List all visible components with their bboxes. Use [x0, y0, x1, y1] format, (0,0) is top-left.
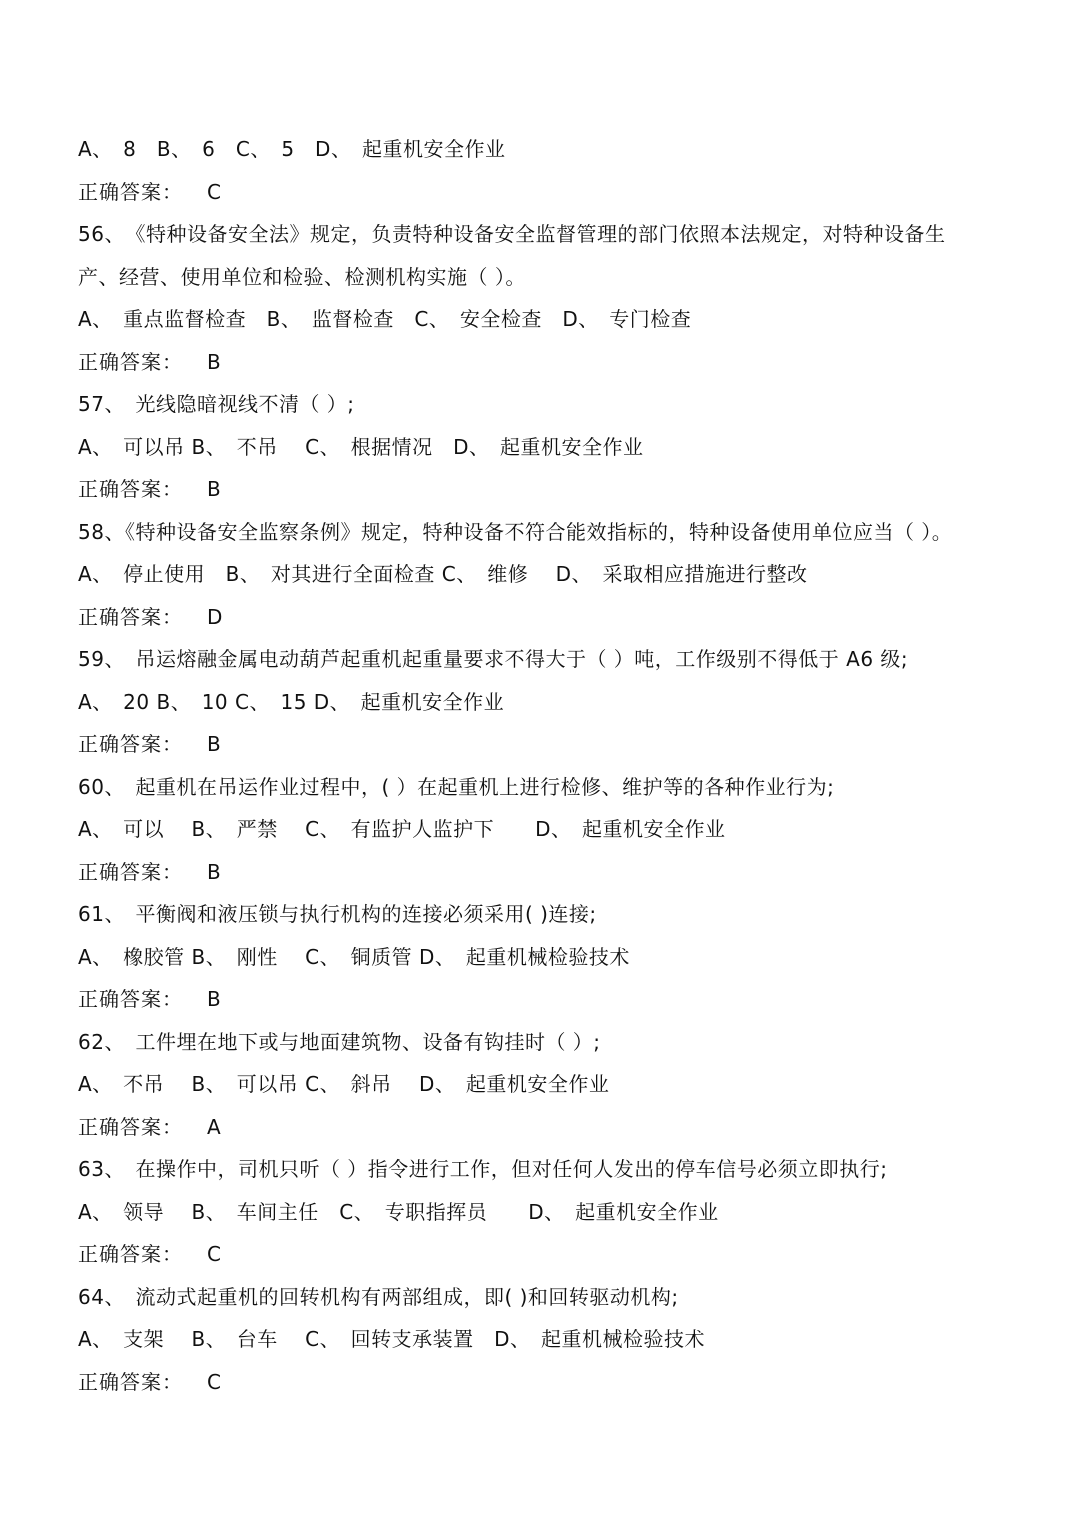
- options-text: A、 可以 B、 严禁 C、 有监护人监护下 D、 起重机安全作业: [78, 817, 726, 841]
- question-text: 57、 光线隐暗视线不清（ ）;: [78, 392, 355, 416]
- question-text: 59、 吊运熔融金属电动葫芦起重机起重量要求不得大于（ ）吨，工作级别不得低于 A6 级;: [78, 647, 909, 671]
- question-line: [0, 893, 1080, 936]
- options-line: [0, 808, 1080, 851]
- answer-label: 正确答案：: [78, 1369, 183, 1394]
- options-text: A、 支架 B、 台车 C、 回转支承装置 D、 起重机械检验技术: [78, 1327, 705, 1351]
- options-line: [0, 1191, 1080, 1234]
- answer-line: [0, 723, 1080, 766]
- answer-line: [0, 1106, 1080, 1149]
- options-line: [0, 1318, 1080, 1361]
- answer-label: 正确答案：: [78, 349, 183, 374]
- question-text: 产、经营、使用单位和检验、检测机构实施（ ）。: [78, 264, 526, 289]
- question-line: [0, 1148, 1080, 1191]
- options-text: A、 重点监督检查 B、 监督检查 C、 安全检查 D、 专门检查: [78, 307, 692, 331]
- question-text: 64、 流动式起重机的回转机构有两部组成，即( )和回转驱动机构;: [78, 1284, 679, 1309]
- question-text: 58、《特种设备安全监察条例》规定，特种设备不符合能效指标的，特种设备使用单位应当（ ）。: [78, 519, 953, 544]
- question-text: 56、 《特种设备安全法》规定，负责特种设备安全监督管理的部门依照本法规定，对特种设备生: [78, 222, 946, 246]
- answer-value: C: [207, 1369, 222, 1394]
- options-text: A、 8 B、 6 C、 5 D、 起重机安全作业: [78, 137, 506, 161]
- answer-value: B: [207, 732, 222, 756]
- question-line: [0, 213, 1080, 256]
- answer-label: 正确答案：: [78, 1242, 183, 1266]
- document-page: [0, 128, 1080, 1403]
- answer-line: [0, 1361, 1080, 1404]
- answer-line: [0, 978, 1080, 1021]
- question-line: [0, 1021, 1080, 1064]
- options-line: [0, 681, 1080, 724]
- answer-line: [0, 468, 1080, 511]
- options-line: [0, 426, 1080, 469]
- question-line: [0, 511, 1080, 554]
- question-text: 63、 在操作中，司机只听（ ）指令进行工作，但对任何人发出的停车信号必须立即执行;: [78, 1157, 888, 1181]
- answer-value: B: [207, 859, 222, 884]
- options-text: A、 不吊 B、 可以吊 C、 斜吊 D、 起重机安全作业: [78, 1072, 610, 1096]
- answer-line: [0, 1233, 1080, 1276]
- answer-label: 正确答案：: [78, 604, 183, 629]
- question-text: 62、 工件埋在地下或与地面建筑物、设备有钩挂时（ ）;: [78, 1029, 601, 1054]
- options-text: A、 20 B、 10 C、 15 D、 起重机安全作业: [78, 689, 505, 714]
- answer-value: B: [207, 477, 222, 501]
- answer-value: A: [207, 1114, 222, 1139]
- answer-label: 正确答案：: [78, 477, 183, 501]
- options-text: A、 橡胶管 B、 刚性 C、 铜质管 D、 起重机械检验技术: [78, 944, 630, 969]
- options-text: A、 可以吊 B、 不吊 C、 根据情况 D、 起重机安全作业: [78, 434, 644, 459]
- options-line: [0, 128, 1080, 171]
- answer-line: [0, 851, 1080, 894]
- answer-value: D: [207, 604, 223, 629]
- answer-line: [0, 171, 1080, 214]
- answer-value: C: [207, 179, 222, 204]
- answer-label: 正确答案：: [78, 1114, 183, 1139]
- answer-label: 正确答案：: [78, 859, 183, 884]
- answer-value: C: [207, 1242, 222, 1266]
- question-continuation-line: [0, 256, 1080, 299]
- answer-label: 正确答案：: [78, 987, 183, 1011]
- question-text: 61、 平衡阀和液压锁与执行机构的连接必须采用( )连接;: [78, 902, 597, 926]
- question-line: [0, 766, 1080, 809]
- answer-line: [0, 341, 1080, 384]
- question-line: [0, 638, 1080, 681]
- options-line: [0, 298, 1080, 341]
- answer-line: [0, 596, 1080, 639]
- question-text: 60、 起重机在吊运作业过程中，( ）在起重机上进行检修、维护等的各种作业行为;: [78, 774, 835, 799]
- options-line: [0, 1063, 1080, 1106]
- options-line: [0, 936, 1080, 979]
- options-line: [0, 553, 1080, 596]
- options-text: A、 领导 B、 车间主任 C、 专职指挥员 D、 起重机安全作业: [78, 1199, 719, 1224]
- answer-value: B: [207, 987, 222, 1011]
- answer-value: B: [207, 349, 222, 374]
- question-line: [0, 383, 1080, 426]
- options-text: A、 停止使用 B、 对其进行全面检查 C、 维修 D、 采取相应措施进行整改: [78, 562, 808, 586]
- answer-label: 正确答案：: [78, 732, 183, 756]
- answer-label: 正确答案：: [78, 179, 183, 204]
- question-line: [0, 1276, 1080, 1319]
